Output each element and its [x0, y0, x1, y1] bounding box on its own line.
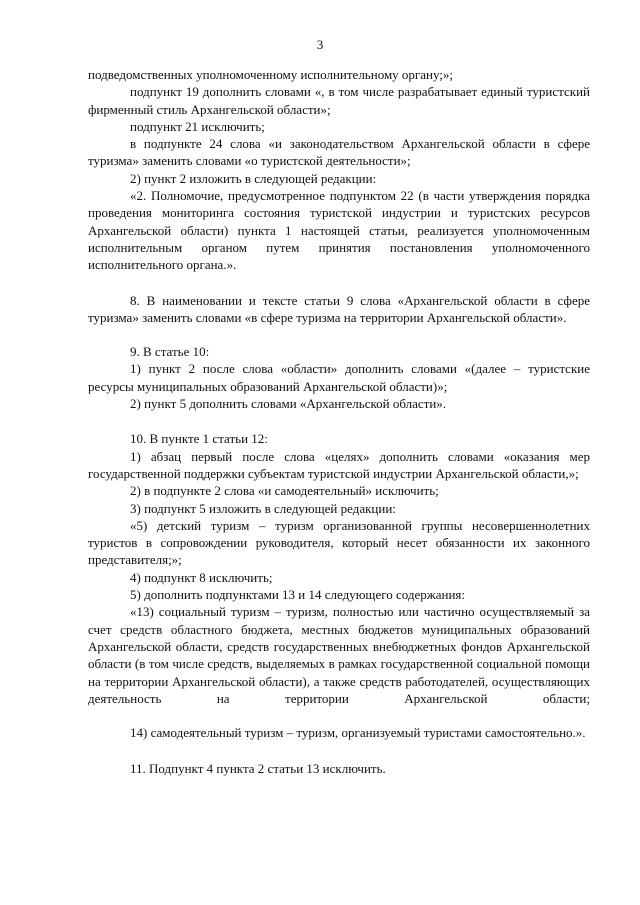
paragraph: 3) подпункт 5 изложить в следующей редакции:	[130, 500, 396, 516]
paragraph: 4) подпункт 8 исключить;	[130, 569, 273, 585]
paragraph: 14) самодеятельный туризм – туризм, организуемый туристами самостоятельно.».	[130, 725, 586, 741]
paragraph: 8. В наименовании и тексте статьи 9 слова «Архангельской области в сфере туризма» заменить словами «в сфере туризма на территории Архангельской области».	[88, 292, 590, 325]
page-number: 3	[316, 37, 324, 52]
paragraph: «2. Полномочие, предусмотренное подпунктом 22 (в части утверждения порядка проведения мониторинга состояния туристской индустрии и туристских ресурсов Архангельской области) пункта 1 настоящей статьи, реализуется уполномоченным исполнительным органом путем принятия постановления уполномоченного исполнительного органа.».	[88, 188, 590, 273]
paragraph: «13) социальный туризм – туризм, полностью или частично осуществляемый за счет средств областного бюджета, местных бюджетов муниципальных образований Архангельской области, средств государственных внебюджетных фондов Архангельской области (в том числе средств, выделяемых в рамках государственной социальной помощи на территории Архангельской области), а также средств работодателей, осуществляющих деятельность на территории Архангельской области;	[88, 604, 590, 706]
paragraph: 2) в подпункте 2 слова «и самодеятельный» исключить;	[130, 483, 439, 499]
paragraph: 2) пункт 2 изложить в следующей редакции:	[130, 170, 377, 186]
paragraph: 2) пункт 5 дополнить словами «Архангельской области».	[130, 396, 447, 412]
paragraph: 11. Подпункт 4 пункта 2 статьи 13 исключить.	[130, 760, 386, 776]
paragraph: «5) детский туризм – туризм организованной группы несовершеннолетних туристов в сопровождении руководителя, который несет обязанности их законного представителя;»;	[88, 517, 590, 568]
document-body	[88, 66, 590, 777]
paragraph: подпункт 21 исключить;	[130, 118, 265, 134]
paragraph: в подпункте 24 слова «и законодательством Архангельской области в сфере туризма» заменить словами «о туристской деятельности»;	[88, 136, 590, 169]
paragraph: 5) дополнить подпунктами 13 и 14 следующего содержания:	[130, 587, 466, 603]
paragraph: 1) абзац первый после слова «целях» дополнить словами «оказания мер государственной поддержки субъектам туристской индустрии Архангельской области,»;	[88, 448, 590, 481]
paragraph: подведомственных уполномоченному исполнительному органу;»;	[88, 67, 454, 82]
paragraph: 9. В статье 10:	[130, 344, 210, 360]
paragraph: 10. В пункте 1 статьи 12:	[130, 431, 268, 447]
paragraph: подпункт 19 дополнить словами «, в том числе разрабатывает единый туристский фирменный стиль Архангельской области»;	[88, 84, 590, 117]
paragraph: 1) пункт 2 после слова «области» дополнить словами «(далее – туристские ресурсы муниципальных образований Архангельской области)»;	[88, 361, 590, 394]
